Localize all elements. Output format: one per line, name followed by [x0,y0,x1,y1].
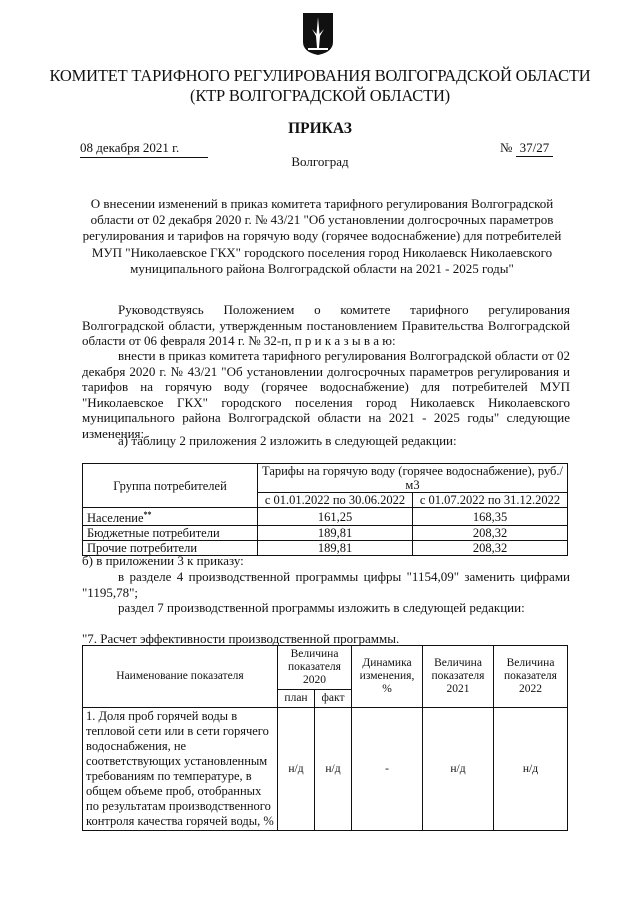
organization-name: КОМИТЕТ ТАРИФНОГО РЕГУЛИРОВАНИЯ ВОЛГОГРАДСКОЙ ОБЛАСТИ [49,66,591,85]
tariff-value: 189,81 [258,541,413,556]
tariff-table [82,463,568,556]
header-value-2022: Величина показателя 2022 [494,646,568,708]
document-date: 08 декабря 2021 г. [80,140,208,158]
tariff-value: 208,32 [413,526,568,541]
dynamics-value: - [352,708,423,831]
header-group: Группа потребителей [83,464,258,508]
tariff-value: 189,81 [258,526,413,541]
table-row [83,526,568,541]
coat-of-arms-emblem [302,12,334,56]
tariff-value: 208,32 [413,541,568,556]
header-value-2021: Величина показателя 2021 [423,646,494,708]
plan-value: н/д [278,708,315,831]
value-2021: н/д [423,708,494,831]
document-type: ПРИКАЗ [288,120,352,137]
paragraph-b-section4: в разделе 4 производственной программы цифры "1154,09" заменить цифрами "1195,78"; [82,569,570,600]
efficiency-table [82,645,568,831]
paragraph-b: б) в приложении 3 к приказу: [82,553,244,568]
header-value-2020: Величина показателя 2020 [278,646,352,690]
tariff-value: 161,25 [258,508,413,526]
header-dynamics: Динамика изменения, % [352,646,423,708]
paragraph-basis: Руководствуясь Положением о комитете тарифного регулирования Волгоградской области, утвержденным постановлением Правительства Волгоградской области от 06 февраля 2014 г. № 32-п, п р и к а з ы в а ю: [82,302,570,349]
group-name: Бюджетные потребители [83,526,258,541]
tariff-value: 168,35 [413,508,568,526]
header-period-2: с 01.07.2022 по 31.12.2022 [413,493,568,508]
city: Волгоград [291,154,349,169]
header-name: Наименование показателя [83,646,278,708]
paragraph-a: а) таблицу 2 приложения 2 изложить в следующей редакции: [118,433,457,448]
indicator-name: 1. Доля проб горячей воды в тепловой сети или в сети горячего водоснабжения, не соответствующих установленным требованиям по температуре, в общем объеме проб, отобранных по результатам производственного контроля качества горячей воды, % [83,708,278,831]
document-subject: О внесении изменений в приказ комитета тарифного регулирования Волгоградской области от 02 декабря 2020 г. № 43/21 "Об установлении долгосрочных параметров регулирования и тарифов на горячую воду (горячее водоснабжение) для потребителей МУП "Николаевское ГКХ" городского поселения город Николаевск Николаевского муниципального района Волгоградской области на 2021 - 2025 годы" [82,196,562,276]
table-row [83,508,568,526]
header-plan: план [278,690,315,708]
fact-value: н/д [315,708,352,831]
group-name: Население [87,511,144,526]
header-tariffs: Тарифы на горячую воду (горячее водоснабжение), руб./м3 [258,464,568,493]
header-fact: факт [315,690,352,708]
header-period-1: с 01.01.2022 по 30.06.2022 [258,493,413,508]
number-label: № [500,140,513,155]
value-2022: н/д [494,708,568,831]
paragraph-order: внести в приказ комитета тарифного регулирования Волгоградской области от 02 декабря 2020 г. № 43/21 "Об установлении долгосрочных параметров регулирования и тарифов на горячую воду (горячее водоснабжение) для потребителей МУП "Николаевское ГКХ" городского поселения город Николаевск Николаевского муниципального района Волгоградской области на 2021 - 2025 годы" следующие изменения: [82,348,570,441]
footnote-mark: ** [143,510,152,519]
section7-caption: "7. Расчет эффективности производственной программы. [82,631,400,646]
group-name: Прочие потребители [83,541,258,556]
paragraph-b-section7: раздел 7 производственной программы изложить в следующей редакции: [118,600,525,615]
number-value: 37/27 [516,140,554,157]
organization-short-name: (КТР ВОЛГОГРАДСКОЙ ОБЛАСТИ) [190,86,450,105]
table-row [83,708,568,831]
